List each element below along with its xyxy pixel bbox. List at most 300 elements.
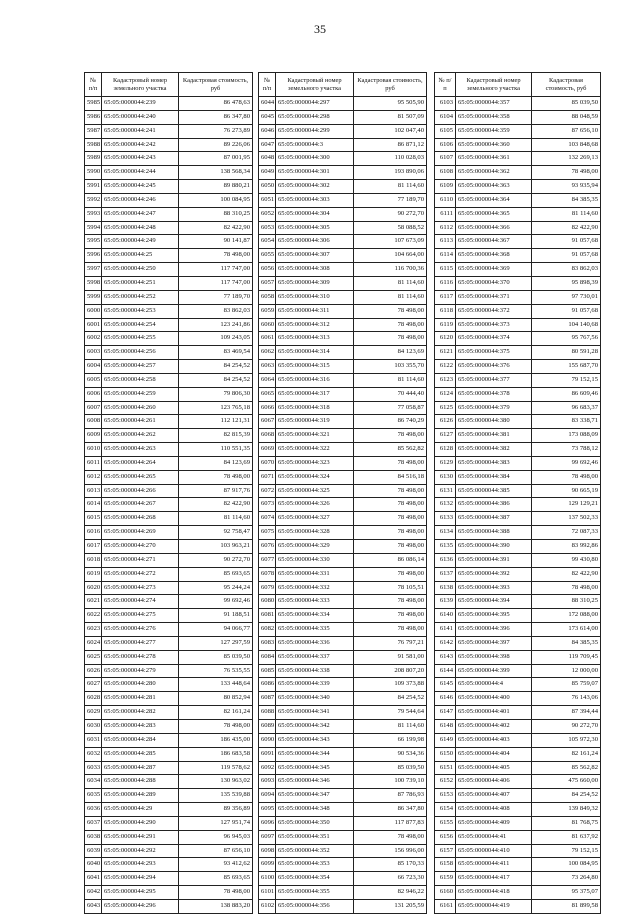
- cadastral-number: 65:05:0000044:239: [102, 97, 179, 111]
- cadastral-value: 86 347,80: [354, 803, 427, 817]
- cadastral-value: 66 199,98: [354, 733, 427, 747]
- table-row: [85, 512, 253, 526]
- cadastral-value: 87 786,93: [354, 789, 427, 803]
- table-row: [259, 899, 427, 913]
- cadastral-number: 65:05:0000044:375: [456, 346, 532, 360]
- cadastral-value: 129 129,21: [532, 498, 601, 512]
- cadastral-value: 81 114,60: [354, 373, 427, 387]
- table-row: [435, 110, 601, 124]
- table-row: [259, 872, 427, 886]
- table-row: [85, 166, 253, 180]
- row-number: 6149: [435, 733, 456, 747]
- row-number: 6119: [435, 318, 456, 332]
- table-row: [435, 387, 601, 401]
- cadastral-number: 65:05:0000044:281: [102, 692, 179, 706]
- table-row: [435, 650, 601, 664]
- table-row: [435, 886, 601, 900]
- row-number: 6085: [259, 664, 276, 678]
- row-number: 6093: [259, 775, 276, 789]
- table-row: [259, 276, 427, 290]
- header-cadastral-value: Кадастровая стоимость, руб: [354, 73, 427, 97]
- table-row: [435, 235, 601, 249]
- cadastral-number: 65:05:0000044:272: [102, 567, 179, 581]
- header-num: № п/п: [259, 73, 276, 97]
- row-number: 6047: [259, 138, 276, 152]
- row-number: 6130: [435, 470, 456, 484]
- row-number: 6140: [435, 609, 456, 623]
- table-row: [259, 733, 427, 747]
- cadastral-number: 65:05:0000044:333: [276, 595, 354, 609]
- cadastral-number: 65:05:0000044:273: [102, 581, 179, 595]
- cadastral-number: 65:05:0000044:266: [102, 484, 179, 498]
- cadastral-number: 65:05:0000044:372: [456, 304, 532, 318]
- table-row: [85, 581, 253, 595]
- cadastral-number: 65:05:0000044:343: [276, 733, 354, 747]
- row-number: 6118: [435, 304, 456, 318]
- cadastral-value: 127 297,59: [179, 636, 253, 650]
- table-row: [85, 872, 253, 886]
- cadastral-number: 65:05:0000044:338: [276, 664, 354, 678]
- cadastral-value: 110 551,35: [179, 443, 253, 457]
- row-number: 6131: [435, 484, 456, 498]
- row-number: 6048: [259, 152, 276, 166]
- row-number: 6103: [435, 97, 456, 111]
- row-number: 6065: [259, 387, 276, 401]
- row-number: 6049: [259, 166, 276, 180]
- cadastral-value: 112 121,31: [179, 415, 253, 429]
- cadastral-number: 65:05:0000044:335: [276, 623, 354, 637]
- table-row: [259, 415, 427, 429]
- cadastral-value: 82 422,90: [532, 221, 601, 235]
- cadastral-number: 65:05:0000044:397: [456, 636, 532, 650]
- cadastral-value: 132 269,13: [532, 152, 601, 166]
- cadastral-value: 12 000,00: [532, 664, 601, 678]
- row-number: 5987: [85, 124, 102, 138]
- cadastral-value: 78 498,00: [354, 484, 427, 498]
- cadastral-number: 65:05:0000044:293: [102, 858, 179, 872]
- table-row: [85, 235, 253, 249]
- cadastral-value: 102 047,40: [354, 124, 427, 138]
- cadastral-number: 65:05:0000044:248: [102, 221, 179, 235]
- row-number: 6150: [435, 747, 456, 761]
- cadastral-number: 65:05:0000044:334: [276, 609, 354, 623]
- cadastral-number: 65:05:0000044:417: [456, 872, 532, 886]
- cadastral-number: 65:05:0000044:348: [276, 803, 354, 817]
- cadastral-number: 65:05:0000044:315: [276, 360, 354, 374]
- cadastral-value: 139 849,32: [532, 803, 601, 817]
- cadastral-number: 65:05:0000044:407: [456, 789, 532, 803]
- cadastral-number: 65:05:0000044:360: [456, 138, 532, 152]
- cadastral-number: 65:05:0000044:41: [456, 830, 532, 844]
- table-row: [259, 193, 427, 207]
- cadastral-value: 186 683,58: [179, 747, 253, 761]
- table-row: [259, 553, 427, 567]
- row-number: 6078: [259, 567, 276, 581]
- cadastral-value: 89 226,06: [179, 138, 253, 152]
- cadastral-value: 186 435,00: [179, 733, 253, 747]
- cadastral-number: 65:05:0000044:274: [102, 595, 179, 609]
- table-row: [435, 733, 601, 747]
- cadastral-value: 84 385,35: [532, 636, 601, 650]
- row-number: 6099: [259, 858, 276, 872]
- table-row: [435, 512, 601, 526]
- row-number: 6022: [85, 609, 102, 623]
- row-number: 6073: [259, 498, 276, 512]
- row-number: 6012: [85, 470, 102, 484]
- cadastral-number: 65:05:0000044:345: [276, 761, 354, 775]
- table-row: [85, 332, 253, 346]
- table-row: [85, 567, 253, 581]
- table-row: [85, 249, 253, 263]
- cadastral-value: 96 683,37: [532, 401, 601, 415]
- row-number: 6056: [259, 263, 276, 277]
- cadastral-value: 72 087,33: [532, 526, 601, 540]
- row-number: 6045: [259, 110, 276, 124]
- cadastral-value: 82 815,39: [179, 429, 253, 443]
- cadastral-value: 83 862,03: [532, 263, 601, 277]
- row-number: 6042: [85, 886, 102, 900]
- row-number: 5997: [85, 263, 102, 277]
- cadastral-number: 65:05:0000044:399: [456, 664, 532, 678]
- cadastral-value: 78 498,00: [354, 623, 427, 637]
- cadastral-value: 104 140,68: [532, 318, 601, 332]
- row-number: 6077: [259, 553, 276, 567]
- row-number: 6076: [259, 540, 276, 554]
- row-number: 6088: [259, 706, 276, 720]
- cadastral-number: 65:05:0000044:396: [456, 623, 532, 637]
- row-number: 6134: [435, 526, 456, 540]
- row-number: 6025: [85, 650, 102, 664]
- table-row: [435, 152, 601, 166]
- cadastral-number: 65:05:0000044:277: [102, 636, 179, 650]
- cadastral-value: 91 581,00: [354, 650, 427, 664]
- table-row: [435, 443, 601, 457]
- table-row: [259, 609, 427, 623]
- cadastral-value: 131 205,59: [354, 899, 427, 913]
- row-number: 6026: [85, 664, 102, 678]
- cadastral-number: 65:05:0000044:240: [102, 110, 179, 124]
- cadastre-table-1: [84, 72, 253, 914]
- cadastral-number: 65:05:0000044:402: [456, 719, 532, 733]
- table-row: [435, 207, 601, 221]
- cadastral-number: 65:05:0000044:391: [456, 553, 532, 567]
- row-number: 6092: [259, 761, 276, 775]
- cadastral-value: 78 498,00: [354, 595, 427, 609]
- table-row: [259, 719, 427, 733]
- row-number: 5995: [85, 235, 102, 249]
- row-number: 6128: [435, 443, 456, 457]
- cadastral-value: 78 498,00: [354, 304, 427, 318]
- table-row: [435, 263, 601, 277]
- cadastral-number: 65:05:0000044:323: [276, 456, 354, 470]
- row-number: 6157: [435, 844, 456, 858]
- cadastral-number: 65:05:0000044:241: [102, 124, 179, 138]
- cadastral-value: 88 310,25: [179, 207, 253, 221]
- row-number: 6161: [435, 899, 456, 913]
- cadastral-number: 65:05:0000044:356: [276, 899, 354, 913]
- cadastral-value: 85 562,82: [532, 761, 601, 775]
- row-number: 6133: [435, 512, 456, 526]
- row-number: 6081: [259, 609, 276, 623]
- row-number: 6013: [85, 484, 102, 498]
- table-row: [435, 899, 601, 913]
- row-number: 6004: [85, 360, 102, 374]
- row-number: 6158: [435, 858, 456, 872]
- row-number: 6015: [85, 512, 102, 526]
- cadastral-number: 65:05:0000044:4: [456, 678, 532, 692]
- cadastral-number: 65:05:0000044:405: [456, 761, 532, 775]
- cadastral-number: 65:05:0000044:326: [276, 498, 354, 512]
- row-number: 6040: [85, 858, 102, 872]
- table-row: [85, 650, 253, 664]
- table-row: [259, 581, 427, 595]
- cadastral-number: 65:05:0000044:287: [102, 761, 179, 775]
- table-row: [259, 221, 427, 235]
- table-row: [259, 124, 427, 138]
- row-number: 6153: [435, 789, 456, 803]
- row-number: 6087: [259, 692, 276, 706]
- page-number: 35: [314, 22, 326, 36]
- cadastral-value: 86 871,12: [354, 138, 427, 152]
- cadastral-value: 156 996,00: [354, 844, 427, 858]
- cadastral-value: 103 848,68: [532, 138, 601, 152]
- cadastral-number: 65:05:0000044:305: [276, 221, 354, 235]
- cadastral-number: 65:05:0000044:322: [276, 443, 354, 457]
- cadastral-number: 65:05:0000044:388: [456, 526, 532, 540]
- table-row: [259, 623, 427, 637]
- row-number: 5988: [85, 138, 102, 152]
- row-number: 6114: [435, 249, 456, 263]
- row-number: 6029: [85, 706, 102, 720]
- header-cadastral-number: Кадастровый номер земельного участка: [276, 73, 354, 97]
- cadastral-number: 65:05:0000044:418: [456, 886, 532, 900]
- cadastral-value: 80 591,28: [532, 346, 601, 360]
- row-number: 6055: [259, 249, 276, 263]
- table-row: [85, 97, 253, 111]
- table-row: [259, 747, 427, 761]
- table-row: [85, 540, 253, 554]
- cadastral-value: 86 740,29: [354, 415, 427, 429]
- cadastral-number: 65:05:0000044:325: [276, 484, 354, 498]
- cadastral-number: 65:05:0000044:292: [102, 844, 179, 858]
- cadastral-value: 81 114,60: [354, 276, 427, 290]
- table-row: [435, 415, 601, 429]
- cadastral-number: 65:05:0000044:419: [456, 899, 532, 913]
- table-row: [85, 844, 253, 858]
- cadastral-value: 79 152,15: [532, 844, 601, 858]
- row-number: 6058: [259, 290, 276, 304]
- cadastral-value: 117 747,00: [179, 276, 253, 290]
- row-number: 6069: [259, 443, 276, 457]
- cadastral-value: 82 422,90: [179, 221, 253, 235]
- table-row: [259, 816, 427, 830]
- table-row: [259, 401, 427, 415]
- row-number: 6138: [435, 581, 456, 595]
- cadastral-number: 65:05:0000044:307: [276, 249, 354, 263]
- cadastral-value: 93 412,62: [179, 858, 253, 872]
- cadastral-value: 91 057,68: [532, 235, 601, 249]
- table-row: [259, 290, 427, 304]
- row-number: 6115: [435, 263, 456, 277]
- table-row: [435, 484, 601, 498]
- cadastral-value: 81 114,60: [354, 180, 427, 194]
- cadastral-value: 85 693,65: [179, 567, 253, 581]
- cadastral-value: 78 105,51: [354, 581, 427, 595]
- row-number: 6082: [259, 623, 276, 637]
- table-row: [435, 567, 601, 581]
- cadastral-number: 65:05:0000044:262: [102, 429, 179, 443]
- cadastral-number: 65:05:0000044:352: [276, 844, 354, 858]
- row-number: 6019: [85, 567, 102, 581]
- cadastral-value: 85 693,65: [179, 872, 253, 886]
- cadastral-value: 95 244,24: [179, 581, 253, 595]
- cadastral-value: 78 498,00: [532, 166, 601, 180]
- row-number: 6067: [259, 415, 276, 429]
- cadastral-number: 65:05:0000044:403: [456, 733, 532, 747]
- table-row: [85, 692, 253, 706]
- cadastral-value: 91 057,68: [532, 249, 601, 263]
- row-number: 6160: [435, 886, 456, 900]
- table-row: [85, 346, 253, 360]
- cadastre-table-2: [258, 72, 427, 914]
- cadastral-number: 65:05:0000044:258: [102, 373, 179, 387]
- cadastral-number: 65:05:0000044:283: [102, 719, 179, 733]
- row-number: 6089: [259, 719, 276, 733]
- row-number: 6018: [85, 553, 102, 567]
- cadastral-number: 65:05:0000044:278: [102, 650, 179, 664]
- cadastral-value: 105 972,30: [532, 733, 601, 747]
- row-number: 6094: [259, 789, 276, 803]
- cadastral-number: 65:05:0000044:304: [276, 207, 354, 221]
- table-row: [85, 318, 253, 332]
- cadastral-value: 78 498,00: [179, 470, 253, 484]
- row-number: 6111: [435, 207, 456, 221]
- row-number: 6002: [85, 332, 102, 346]
- table-row: [259, 166, 427, 180]
- row-number: 5991: [85, 180, 102, 194]
- table-row: [435, 470, 601, 484]
- cadastral-value: 94 066,77: [179, 623, 253, 637]
- row-number: 6074: [259, 512, 276, 526]
- table-row: [435, 678, 601, 692]
- row-number: 6036: [85, 803, 102, 817]
- cadastral-value: 104 664,00: [354, 249, 427, 263]
- table-row: [259, 318, 427, 332]
- row-number: 6120: [435, 332, 456, 346]
- table-row: [85, 858, 253, 872]
- row-number: 6064: [259, 373, 276, 387]
- cadastral-value: 138 883,20: [179, 899, 253, 913]
- row-number: 6151: [435, 761, 456, 775]
- cadastral-value: 70 444,40: [354, 387, 427, 401]
- table-row: [85, 733, 253, 747]
- cadastral-number: 65:05:0000044:346: [276, 775, 354, 789]
- row-number: 6144: [435, 664, 456, 678]
- row-number: 6106: [435, 138, 456, 152]
- row-number: 5990: [85, 166, 102, 180]
- row-number: 6011: [85, 456, 102, 470]
- row-number: 6041: [85, 872, 102, 886]
- table-row: [259, 803, 427, 817]
- row-number: 6145: [435, 678, 456, 692]
- cadastral-value: 86 609,46: [532, 387, 601, 401]
- cadastral-value: 84 516,18: [354, 470, 427, 484]
- cadastral-number: 65:05:0000044:29: [102, 803, 179, 817]
- table-row: [85, 193, 253, 207]
- cadastral-value: 86 478,63: [179, 97, 253, 111]
- cadastral-value: 138 568,34: [179, 166, 253, 180]
- row-number: 6071: [259, 470, 276, 484]
- table-row: [435, 290, 601, 304]
- row-number: 6053: [259, 221, 276, 235]
- row-number: 6059: [259, 304, 276, 318]
- table-row: [259, 775, 427, 789]
- row-number: 6097: [259, 830, 276, 844]
- cadastral-value: 77 189,70: [179, 290, 253, 304]
- cadastral-value: 76 535,55: [179, 664, 253, 678]
- table-row: [259, 540, 427, 554]
- cadastral-number: 65:05:0000044:359: [456, 124, 532, 138]
- cadastral-value: 81 114,60: [354, 719, 427, 733]
- cadastral-value: 81 637,92: [532, 830, 601, 844]
- cadastral-value: 137 502,33: [532, 512, 601, 526]
- cadastral-value: 84 254,52: [179, 373, 253, 387]
- cadastral-number: 65:05:0000044:373: [456, 318, 532, 332]
- cadastral-value: 78 498,00: [532, 470, 601, 484]
- table-row: [85, 830, 253, 844]
- table-row: [435, 581, 601, 595]
- table-row: [435, 193, 601, 207]
- table-row: [259, 830, 427, 844]
- row-number: 6108: [435, 166, 456, 180]
- cadastral-number: 65:05:0000044:246: [102, 193, 179, 207]
- row-number: 6102: [259, 899, 276, 913]
- cadastral-value: 93 935,94: [532, 180, 601, 194]
- table-row: [259, 470, 427, 484]
- cadastral-number: 65:05:0000044:290: [102, 816, 179, 830]
- row-number: 6100: [259, 872, 276, 886]
- cadastral-value: 81 114,60: [179, 512, 253, 526]
- table-row: [435, 775, 601, 789]
- row-number: 6039: [85, 844, 102, 858]
- cadastral-number: 65:05:0000044:25: [102, 249, 179, 263]
- cadastral-value: 85 759,07: [532, 678, 601, 692]
- row-number: 6021: [85, 595, 102, 609]
- cadastral-number: 65:05:0000044:382: [456, 443, 532, 457]
- cadastral-value: 109 243,05: [179, 332, 253, 346]
- table-row: [85, 415, 253, 429]
- cadastral-number: 65:05:0000044:256: [102, 346, 179, 360]
- row-number: 6110: [435, 193, 456, 207]
- cadastral-number: 65:05:0000044:351: [276, 830, 354, 844]
- table-row: [435, 719, 601, 733]
- table-row: [435, 761, 601, 775]
- row-number: 6125: [435, 401, 456, 415]
- table-row: [259, 332, 427, 346]
- row-number: 6146: [435, 692, 456, 706]
- cadastral-number: 65:05:0000044:319: [276, 415, 354, 429]
- cadastral-number: 65:05:0000044:409: [456, 816, 532, 830]
- row-number: 6124: [435, 387, 456, 401]
- row-number: 6132: [435, 498, 456, 512]
- row-number: 6010: [85, 443, 102, 457]
- cadastral-number: 65:05:0000044:367: [456, 235, 532, 249]
- table-row: [259, 429, 427, 443]
- table-row: [259, 235, 427, 249]
- cadastral-value: 78 498,00: [179, 719, 253, 733]
- table-row: [259, 207, 427, 221]
- table-row: [259, 664, 427, 678]
